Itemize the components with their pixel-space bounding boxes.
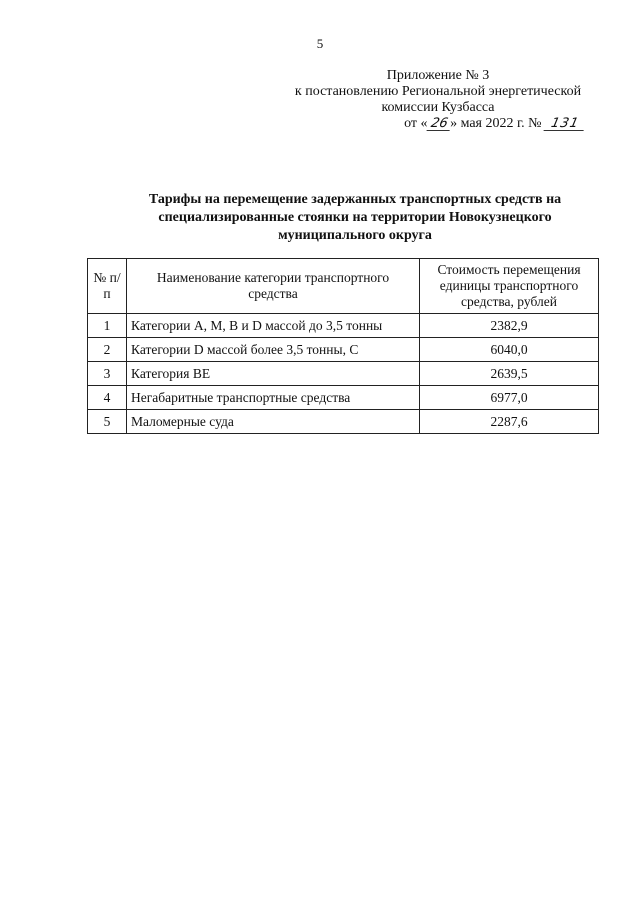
document-title bbox=[60, 191, 640, 245]
row-cost: 2382,9 bbox=[420, 314, 599, 338]
header-cost: Стоимость перемещения единицы транспортного средства, рублей bbox=[420, 259, 599, 314]
row-num: 2 bbox=[88, 338, 127, 362]
row-num: 3 bbox=[88, 362, 127, 386]
handwritten-day: 26 bbox=[426, 117, 452, 131]
header-name: Наименование категории транспортного средства bbox=[127, 259, 420, 314]
row-name: Маломерные суда bbox=[127, 410, 420, 434]
page-number: 5 bbox=[316, 36, 324, 51]
table-row bbox=[88, 338, 599, 362]
row-name: Категории A, M, B и D массой до 3,5 тонны bbox=[127, 314, 420, 338]
handwritten-doc-number: 131 bbox=[544, 117, 587, 131]
row-cost: 6040,0 bbox=[420, 338, 599, 362]
row-cost: 6977,0 bbox=[420, 386, 599, 410]
tariff-table bbox=[87, 258, 599, 434]
row-name: Категории D массой более 3,5 тонны, C bbox=[127, 338, 420, 362]
row-name: Категория BE bbox=[127, 362, 420, 386]
row-name: Негабаритные транспортные средства bbox=[127, 386, 420, 410]
title-line-2: специализированные стоянки на территории Новокузнецкого bbox=[158, 210, 552, 225]
row-num: 1 bbox=[88, 314, 127, 338]
row-num: 5 bbox=[88, 410, 127, 434]
table-row bbox=[88, 314, 599, 338]
date-prefix: от « bbox=[404, 116, 428, 131]
header-num: № п/п bbox=[88, 259, 127, 314]
appendix-title: Приложение № 3 bbox=[386, 68, 490, 83]
appendix-header bbox=[273, 68, 603, 132]
table-header-row bbox=[88, 259, 599, 314]
appendix-date-line bbox=[273, 116, 603, 132]
date-suffix: » мая 2022 г. № bbox=[450, 116, 542, 131]
table-row bbox=[88, 386, 599, 410]
title-line-1: Тарифы на перемещение задержанных транспортных средств на bbox=[148, 192, 562, 207]
row-num: 4 bbox=[88, 386, 127, 410]
title-line-3: муниципального округа bbox=[278, 228, 432, 243]
row-cost: 2287,6 bbox=[420, 410, 599, 434]
row-cost: 2639,5 bbox=[420, 362, 599, 386]
appendix-commission-line: комиссии Кузбасса bbox=[381, 100, 495, 115]
table-row bbox=[88, 362, 599, 386]
appendix-resolution-line: к постановлению Региональной энергетической bbox=[294, 84, 582, 99]
table-row bbox=[88, 410, 599, 434]
